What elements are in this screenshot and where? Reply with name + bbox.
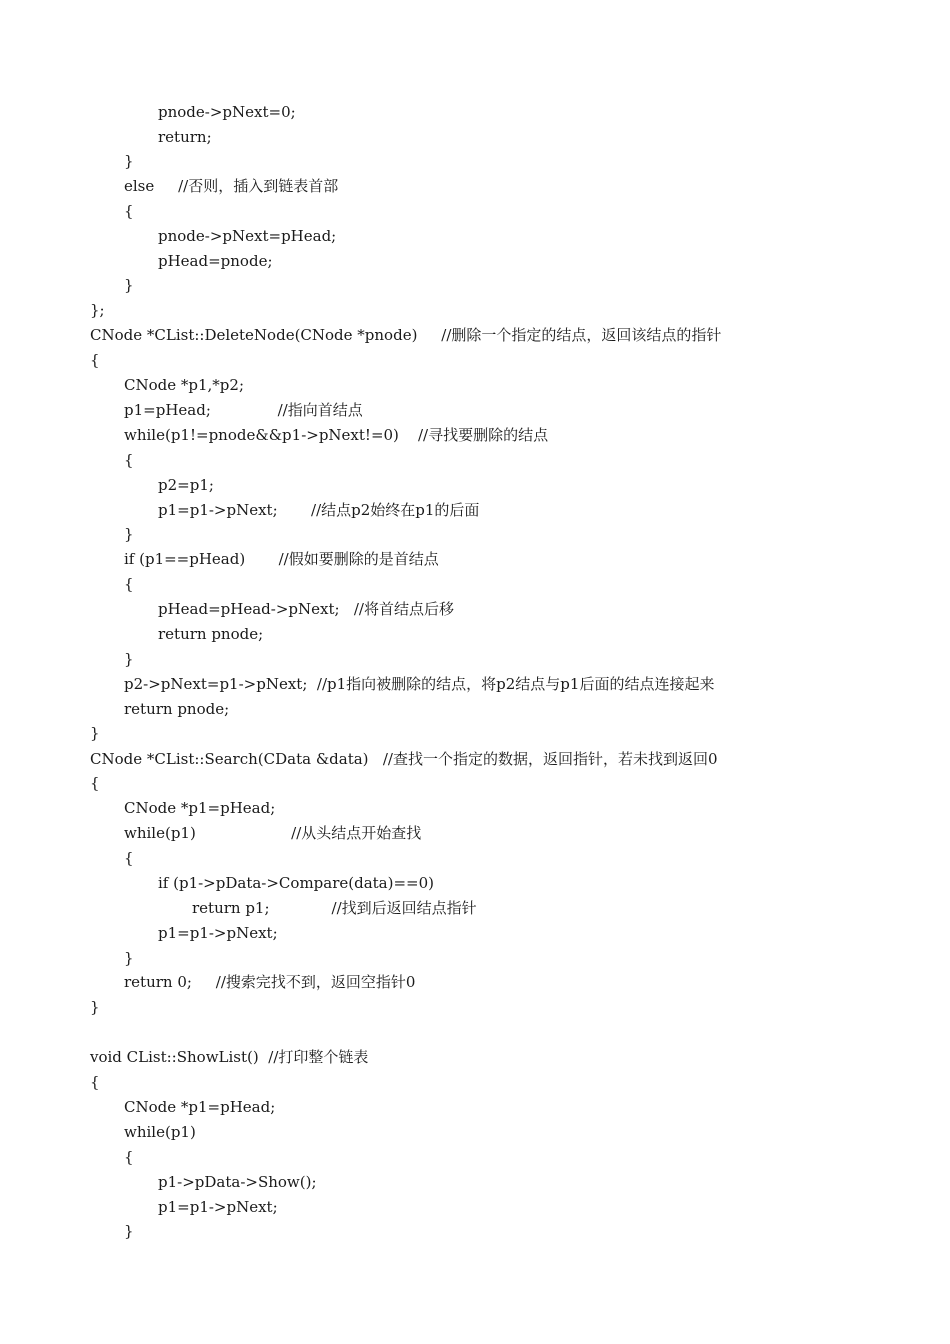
code-line: }	[90, 724, 100, 742]
code-line: CNode *CList::DeleteNode(CNode *pnode) //删除一个指定的结点，返回该结点的指针	[90, 326, 722, 344]
code-line: return pnode;	[124, 700, 230, 718]
code-line: p1=p1->pNext;	[158, 1198, 278, 1216]
code-line: return p1; //找到后返回结点指针	[192, 899, 477, 917]
code-line: }	[124, 152, 134, 170]
code-line: while(p1!=pnode&&p1->pNext!=0) //寻找要删除的结点	[124, 426, 549, 444]
code-line: return pnode;	[158, 625, 264, 643]
code-line: pnode->pNext=0;	[158, 103, 296, 121]
code-line: CNode *p1,*p2;	[124, 376, 244, 394]
code-line: }	[90, 998, 100, 1016]
code-line: return 0; //搜索完找不到，返回空指针0	[124, 973, 416, 991]
code-line: {	[90, 1073, 100, 1091]
code-line: pHead=pnode;	[158, 252, 273, 270]
code-line: if (p1->pData->Compare(data)==0)	[158, 874, 435, 892]
code-line: CNode *CList::Search(CData &data) //查找一个指定的数据，返回指针，若未找到返回0	[90, 750, 718, 768]
code-line: {	[90, 351, 100, 369]
code-line: return;	[158, 128, 212, 146]
code-line: {	[124, 575, 134, 593]
code-line: p2=p1;	[158, 476, 214, 494]
code-line: {	[124, 202, 134, 220]
code-line: }	[124, 650, 134, 668]
code-line: {	[90, 774, 100, 792]
code-line: p2->pNext=p1->pNext; //p1指向被删除的结点，将p2结点与p1后面的结点连接起来	[124, 675, 715, 693]
code-line: pHead=pHead->pNext; //将首结点后移	[158, 600, 454, 618]
code-line: CNode *p1=pHead;	[124, 1098, 276, 1116]
code-line: {	[124, 849, 134, 867]
code-line: p1=pHead; //指向首结点	[124, 401, 363, 419]
code-line: }	[124, 525, 134, 543]
code-line: }	[124, 276, 134, 294]
code-line: pnode->pNext=pHead;	[158, 227, 337, 245]
code-line: while(p1) //从头结点开始查找	[124, 824, 422, 842]
code-line: if (p1==pHead) //假如要删除的是首结点	[124, 550, 439, 568]
code-line: {	[124, 1148, 134, 1166]
code-line: else //否则，插入到链表首部	[124, 177, 339, 195]
code-line: p1=p1->pNext; //结点p2始终在p1的后面	[158, 501, 480, 519]
code-line: while(p1)	[124, 1123, 196, 1141]
code-line: };	[90, 301, 105, 319]
code-line: {	[124, 451, 134, 469]
code-line: void CList::ShowList() //打印整个链表	[90, 1048, 369, 1066]
code-line: p1=p1->pNext;	[158, 924, 278, 942]
code-line: p1->pData->Show();	[158, 1173, 317, 1191]
code-line: CNode *p1=pHead;	[124, 799, 276, 817]
code-line: }	[124, 1222, 134, 1240]
code-line: }	[124, 949, 134, 967]
